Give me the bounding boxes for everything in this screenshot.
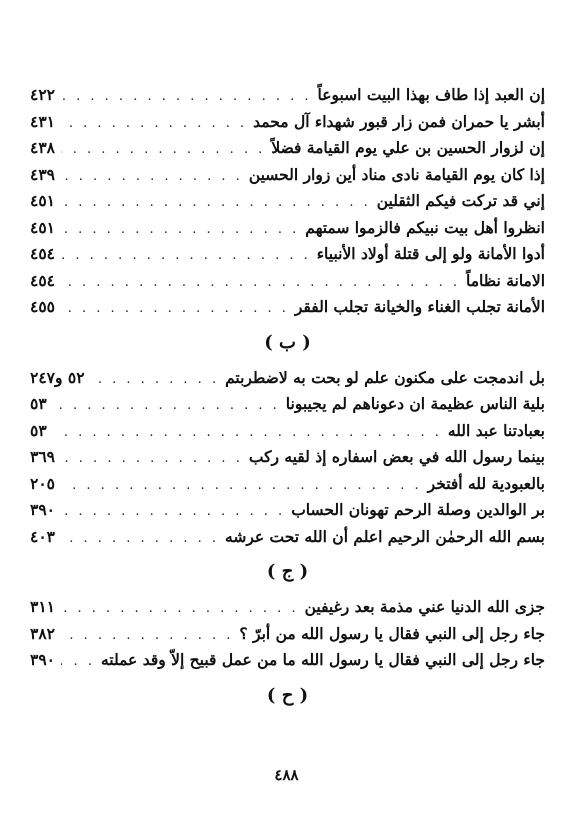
entry-page: ٤٠٣	[30, 526, 55, 546]
dot-leader	[53, 393, 280, 418]
entry-text: بينما رسول الله في بعض اسفاره إذ لقيه ركب	[248, 447, 545, 466]
entry-text: إني قد تركت فيكم الثقلين	[376, 191, 545, 210]
dot-leader	[61, 623, 233, 648]
index-entry	[30, 444, 545, 471]
index-entry	[30, 215, 545, 242]
section-heading: ( ح )	[266, 684, 309, 706]
entry-text: أدوا الأمانة ولو إلى قتلة أولاد الأنبياء	[316, 244, 545, 263]
entry-text: بعبادتنا عبد الله	[447, 420, 545, 440]
entry-page: ٤٥٤	[30, 244, 55, 263]
section-heading: ( ب )	[264, 331, 311, 353]
dot-leader	[61, 473, 422, 498]
entry-page: ٣٦٩	[30, 447, 55, 466]
index-entry	[30, 82, 545, 109]
entry-page: ٤٥٤	[30, 270, 55, 290]
entry-text: إن العبد إذا طاف بهذا البيت اسبوعاً	[317, 85, 545, 104]
dot-leader	[61, 499, 285, 524]
index-entry	[30, 418, 545, 445]
dot-leader	[91, 367, 220, 392]
entry-text: إذا كان يوم القيامة نادى مناد أين زوار الحسين	[248, 164, 545, 184]
index-entry	[30, 241, 545, 268]
index-entry	[30, 471, 545, 498]
dot-leader	[61, 446, 243, 471]
entry-page: ٤٥١	[30, 191, 55, 210]
entry-page: ٤٣١	[30, 111, 55, 131]
entry-text: جاء رجل إلى النبي فقال يا رسول الله من أبرّ ؟	[239, 623, 545, 643]
entry-text: جاء رجل إلى النبي فقال يا رسول الله ما من عمل قبيح إلاّ وقد عملته	[100, 650, 545, 669]
index-entry	[30, 162, 545, 189]
entry-text: بالعبودية لله أفتخر	[427, 473, 545, 493]
index-entry	[30, 135, 545, 162]
entry-page: ٣٩٠	[30, 650, 55, 669]
entry-page: ٣٩٠	[30, 500, 55, 519]
index-section-ba	[30, 321, 545, 551]
entry-page: ٤٥٥	[30, 297, 55, 316]
dot-leader	[61, 190, 371, 215]
index-entry	[30, 647, 545, 674]
index-entry	[30, 268, 545, 295]
index-entry	[30, 497, 545, 524]
entry-text: جزى الله الدنيا عني مذمة بعد رغيفين	[304, 597, 545, 616]
entry-page: ٣١١	[30, 597, 55, 616]
index-entry	[30, 188, 545, 215]
index-entry	[30, 294, 545, 321]
index-entry	[30, 524, 545, 551]
index-entry	[30, 594, 545, 621]
entry-text: انظروا أهل بيت نبيكم فالزموا سمتهم	[305, 217, 545, 237]
dot-leader	[61, 84, 312, 109]
index-section-ha	[30, 674, 545, 718]
entry-text: أبشر يا حمران فمن زار قبور شهداء آل محمد	[253, 111, 545, 131]
dot-leader	[61, 526, 219, 551]
entry-page: ٢٠٥	[30, 473, 55, 493]
entry-page: ٤٥١	[30, 217, 55, 237]
entry-text: بسم الله الرحمٰن الرحيم اعلم أن الله تحت عرشه	[225, 526, 545, 546]
entry-page: ٤٣٨	[30, 138, 55, 157]
entry-page: ٥٣	[30, 394, 47, 413]
dot-leader	[61, 164, 243, 189]
dot-leader	[61, 217, 299, 242]
page-number: ٤٨٨	[274, 766, 299, 784]
entry-page: ٣٨٢	[30, 623, 55, 643]
dot-leader	[61, 270, 460, 295]
dot-leader	[61, 111, 247, 136]
dot-leader	[61, 296, 289, 321]
entry-page: ٤٣٩	[30, 164, 55, 184]
dot-leader	[61, 243, 311, 268]
dot-leader	[61, 649, 95, 674]
entry-text: إن لزوار الحسين بن علي يوم القيامة فضلاً	[271, 138, 545, 157]
entry-text: الامانة نظاماً	[466, 270, 545, 290]
entry-page: ٥٢ و٢٤٧	[30, 367, 85, 387]
section-heading: ( ج )	[266, 561, 309, 582]
dot-leader	[61, 596, 299, 621]
entry-text: بلية الناس عظيمة ان دعوناهم لم يجيبونا	[285, 394, 545, 413]
index-section-alif	[30, 82, 545, 321]
entry-text: بل اندمجت على مكنون علم لو بحت به لاضطربتم	[225, 367, 545, 387]
entry-page: ٤٢٢	[30, 85, 55, 104]
index-section-jim	[30, 550, 545, 674]
entry-text: بر الوالدين وصلة الرحم تهونان الحساب	[291, 500, 545, 519]
dot-leader	[61, 137, 265, 162]
index-entry	[30, 365, 545, 392]
entry-page: ٥٣	[30, 420, 47, 440]
dot-leader	[53, 420, 442, 445]
index-entry	[30, 391, 545, 418]
index-entry	[30, 621, 545, 648]
index-page	[30, 82, 545, 718]
index-entry	[30, 109, 545, 136]
entry-text: الأمانة تجلب الغناء والخيانة تجلب الفقر	[294, 297, 545, 316]
